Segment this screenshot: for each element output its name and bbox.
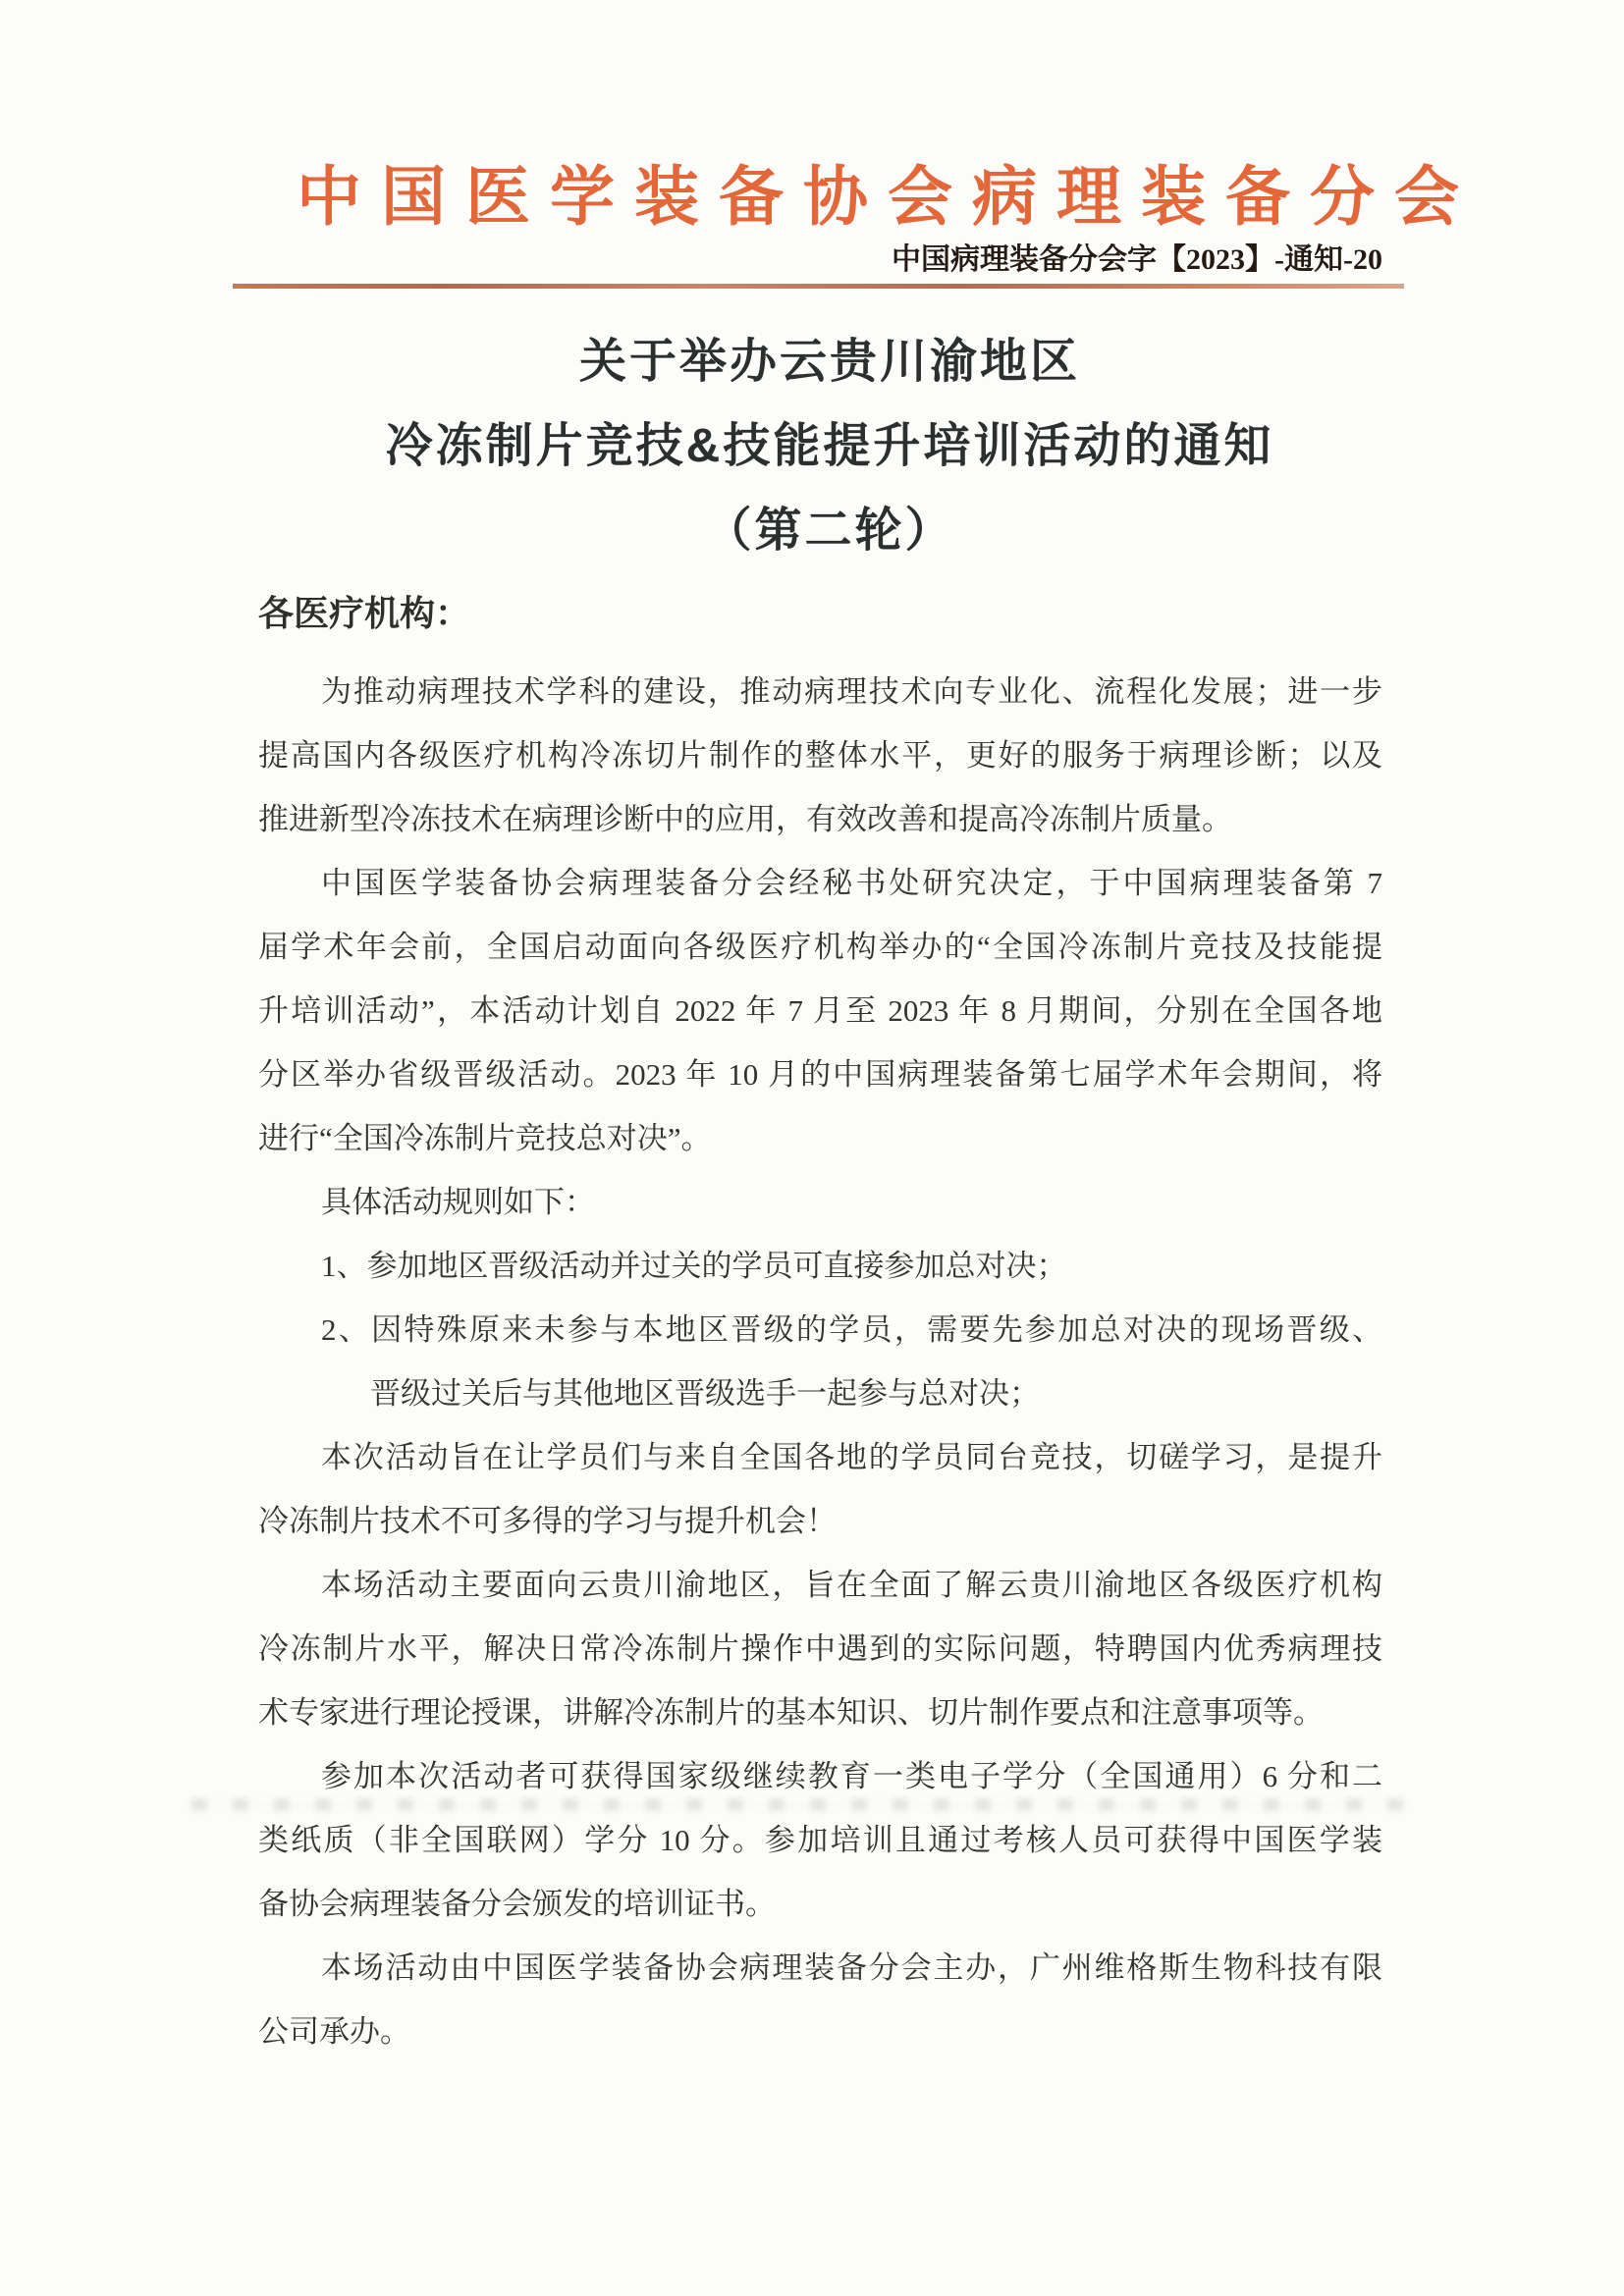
notice-title-line: （第二轮） [704, 505, 955, 557]
salutation: 各医疗机构： [258, 594, 471, 633]
paragraph [258, 1936, 1382, 2063]
text-line: 2、因特殊原来未参与本地区晋级的学员，需要先参加总对决的现场晋级、 [321, 1312, 1382, 1347]
text-line: 本次活动旨在让学员们与来自全国各地的学员同台竞技，切磋学习，是提升 [321, 1440, 1382, 1474]
text-line: 术专家进行理论授课，讲解冷冻制片的基本知识、切片制作要点和注意事项等。 [258, 1695, 1324, 1730]
text-line: 冷冻制片水平，解决日常冷冻制片操作中遇到的实际问题，特聘国内优秀病理技 [258, 1631, 1382, 1666]
text-line: 届学术年会前，全国启动面向各级医疗机构举办的“全国冷冻制片竞技及技能提 [258, 930, 1382, 964]
text-line: 为推动病理技术学科的建设，推动病理技术向专业化、流程化发展；进一步 [321, 674, 1382, 709]
text-line: 具体活动规则如下： [321, 1185, 595, 1219]
text-line: 本场活动主要面向云贵川渝地区，旨在全面了解云贵川渝地区各级医疗机构 [321, 1568, 1382, 1602]
paragraph [258, 1425, 1382, 1553]
text-line: 升培训活动”，本活动计划自 2022 年 7 月至 2023 年 8 月期间，分别在全国各地 [258, 993, 1382, 1028]
paragraph [258, 1298, 1382, 1425]
paragraph [258, 660, 1382, 851]
text-line: 类纸质（非全国联网）学分 10 分。参加培训且通过考核人员可获得中国医学装 [258, 1823, 1382, 1857]
text-line: 备协会病理装备分会颁发的培训证书。 [258, 1887, 776, 1921]
header-divider-rule [233, 284, 1404, 289]
paragraph [258, 851, 1382, 1170]
paragraph [258, 1744, 1382, 1936]
text-line: 提高国内各级医疗机构冷冻切片制作的整体水平，更好的服务于病理诊断；以及 [258, 738, 1382, 773]
text-line: 冷冻制片技术不可多得的学习与提升机会！ [258, 1504, 837, 1538]
text-line: 进行“全国冷冻制片竞技总对决”。 [258, 1121, 712, 1155]
notice-title-block [277, 320, 1382, 573]
paragraph [258, 1553, 1382, 1744]
paragraph [258, 1170, 1382, 1234]
notice-title-line: 关于举办云贵川渝地区 [578, 336, 1080, 388]
text-line: 推进新型冷冻技术在病理诊断中的应用，有效改善和提高冷冻制片质量。 [258, 802, 1232, 836]
notice-title-line: 冷冻制片竞技&技能提升培训活动的通知 [385, 420, 1274, 472]
document-content [258, 157, 1479, 2063]
org-header-title: 中国医学装备协会病理装备分会 [297, 160, 1479, 233]
paragraph [258, 1234, 1382, 1298]
text-line: 本场活动由中国医学装备协会病理装备分会主办，广州维格斯生物科技有限 [321, 1950, 1382, 1985]
doc-reference-number: 中国病理装备分会字【2023】-通知-20 [892, 243, 1382, 276]
text-line: 分区举办省级晋级活动。2023 年 10 月的中国病理装备第七届学术年会期间，将 [258, 1057, 1382, 1092]
text-line: 中国医学装备协会病理装备分会经秘书处研究决定，于中国病理装备第 7 [321, 866, 1382, 900]
text-line: 1、参加地区晋级活动并过关的学员可直接参加总对决； [321, 1249, 1067, 1283]
text-line: 参加本次活动者可获得国家级继续教育一类电子学分（全国通用）6 分和二 [321, 1759, 1382, 1793]
text-line: 公司承办。 [258, 2014, 410, 2049]
text-line: 晋级过关后与其他地区晋级选手一起参与总对决； [370, 1376, 1040, 1411]
notice-body [258, 660, 1382, 2063]
